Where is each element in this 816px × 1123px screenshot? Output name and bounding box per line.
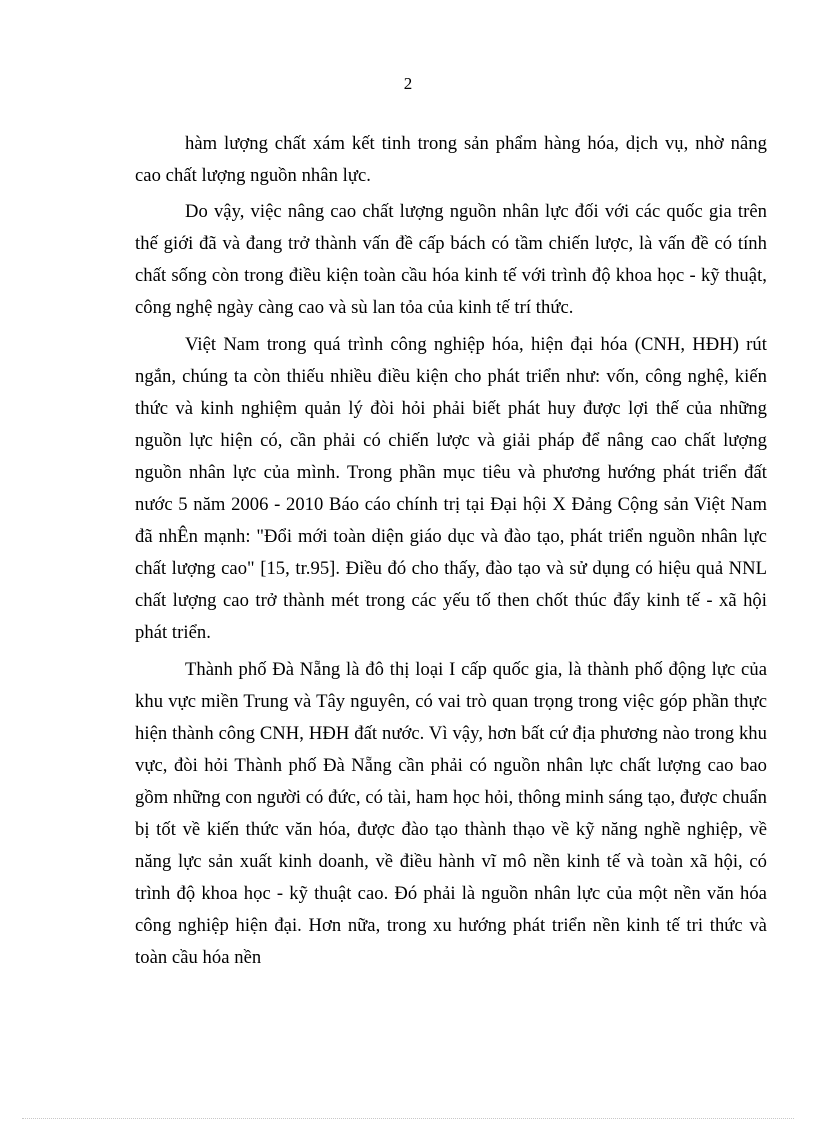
paragraph-vietnam-industrialization: Việt Nam trong quá trình công nghiệp hóa, hiện đại hóa (CNH, HĐH) rút ngắn, chúng ta còn thiếu nhiều điều kiện cho phát triển như: vốn, công nghệ, kiến thức và kinh nghiệm quản lý đòi hỏi phải biết phát huy được lợi thế của những nguồn lực hiện có, cần phải có chiến lược và giải pháp để nâng cao chất lượng nguồn nhân lực của mình. Trong phần mục tiêu và phương hướng phát triển đất nước 5 năm 2006 - 2010 Báo cáo chính trị tại Đại hội X Đảng Cộng sản Việt Nam đã nhÊn mạnh: "Đổi mới toàn diện giáo dục và đào tạo, phát triển nguồn nhân lực chất lượng cao" [15, tr.95]. Điều đó cho thấy, đào tạo và sử dụng có hiệu quả NNL chất lượng cao trở thành mét trong các yếu tố then chốt thúc đẩy kinh tế - xã hội phát triển. <box>135 333 767 644</box>
paragraph-continuation: hàm lượng chất xám kết tinh trong sản phẩm hàng hóa, dịch vụ, nhờ nâng cao chất lượng nguồn nhân lực. <box>135 133 767 187</box>
document-body <box>135 128 767 978</box>
page-number: 2 <box>403 74 413 93</box>
paragraph-da-nang: Thành phố Đà Nẵng là đô thị loại I cấp quốc gia, là thành phố động lực của khu vực miền Trung và Tây nguyên, có vai trò quan trọng trong việc góp phần thực hiện thành công CNH, HĐH đất nước. Vì vậy, hơn bất cứ địa phương nào trong khu vực, đòi hỏi Thành phố Đà Nẵng cần phải có nguồn nhân lực chất lượng cao bao gồm những con người có đức, có tài, ham học hỏi, thông minh sáng tạo, được chuẩn bị tốt về kiến thức văn hóa, được đào tạo thành thạo về kỹ năng nghề nghiệp, về năng lực sản xuất kinh doanh, về điều hành vĩ mô nền kinh tế và toàn xã hội, có trình độ khoa học - kỹ thuật cao. Đó phải là nguồn nhân lực của một nền văn hóa công nghiệp hiện đại. Hơn nữa, trong xu hướng phát triển nền kinh tế tri thức và toàn cầu hóa nền <box>135 658 767 969</box>
paragraph-quality-strategy: Do vậy, việc nâng cao chất lượng nguồn nhân lực đối với các quốc gia trên thế giới đã và đang trở thành vấn đề cấp bách có tầm chiến lược, là vấn đề có tính chất sống còn trong điều kiện toàn cầu hóa kinh tế với trình độ khoa học - kỹ thuật, công nghệ ngày càng cao và sù lan tỏa của kinh tế trí thức. <box>135 201 767 319</box>
page-bottom-divider <box>22 1118 794 1119</box>
